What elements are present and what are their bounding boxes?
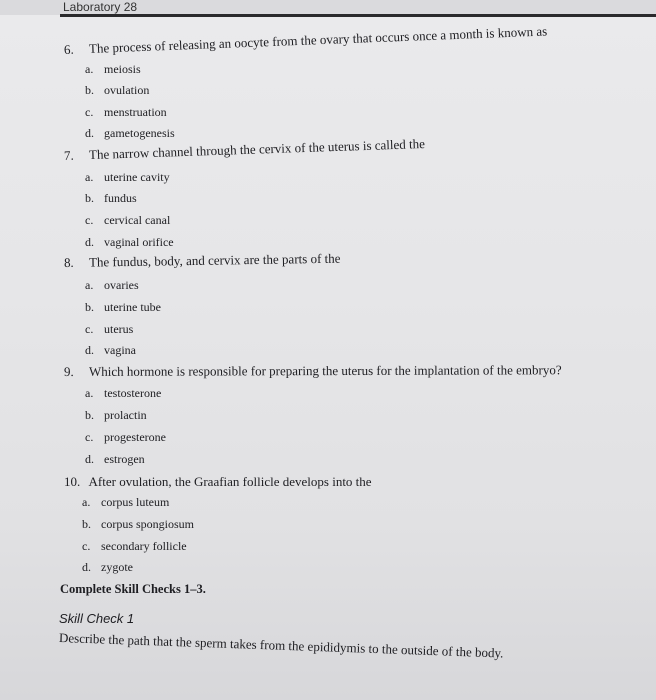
option-letter: d.: [85, 343, 94, 357]
option-6a: [85, 62, 141, 77]
option-text: ovaries: [104, 278, 139, 292]
option-7b: [85, 191, 137, 206]
skill-check-title: Skill Check 1: [59, 611, 135, 626]
option-text: gametogenesis: [104, 126, 175, 140]
option-text: menstruation: [104, 105, 167, 119]
option-text: estrogen: [104, 452, 145, 466]
option-text: progesterone: [104, 430, 166, 444]
question-text: The narrow channel through the cervix of the uterus is called the: [88, 136, 426, 163]
option-9d: [85, 452, 145, 467]
option-letter: c.: [82, 539, 91, 553]
option-text: corpus spongiosum: [101, 517, 194, 531]
option-letter: c.: [85, 322, 94, 336]
question-number: 9.: [63, 363, 74, 379]
option-7a: [85, 170, 170, 185]
option-letter: b.: [82, 517, 91, 531]
chapter-title: Laboratory 28: [63, 0, 138, 14]
option-8d: [85, 343, 136, 358]
option-9a: [85, 386, 161, 401]
option-text: uterine cavity: [104, 170, 170, 184]
question-text: The fundus, body, and cervix are the parts of the: [88, 250, 341, 270]
option-letter: a.: [85, 62, 94, 76]
question-10: [64, 474, 372, 490]
option-text: vaginal orifice: [104, 235, 174, 249]
option-text: uterus: [104, 322, 134, 336]
option-letter: c.: [85, 105, 94, 119]
option-text: meiosis: [104, 62, 141, 76]
skill-check-description: Describe the path that the sperm takes from the epididymis to the outside of the body.: [58, 630, 504, 661]
option-letter: a.: [85, 278, 94, 292]
option-letter: a.: [85, 170, 94, 184]
option-10d: [82, 560, 133, 575]
option-letter: a.: [85, 386, 94, 400]
option-letter: b.: [85, 408, 94, 422]
option-letter: c.: [85, 213, 94, 227]
question-8: [64, 251, 341, 271]
option-text: corpus luteum: [101, 495, 170, 509]
option-letter: b.: [85, 191, 94, 205]
option-text: vagina: [104, 343, 136, 357]
option-text: cervical canal: [104, 213, 171, 227]
option-10c: [82, 539, 187, 554]
option-letter: b.: [85, 83, 94, 97]
option-letter: a.: [82, 495, 91, 509]
option-letter: d.: [85, 235, 94, 249]
question-number: 6.: [63, 41, 75, 57]
option-text: testosterone: [104, 386, 162, 400]
option-letter: c.: [85, 430, 94, 444]
option-8b: [85, 300, 161, 315]
option-8c: [85, 322, 133, 337]
option-letter: d.: [82, 560, 91, 574]
option-text: ovulation: [104, 83, 150, 97]
option-text: uterine tube: [104, 300, 161, 314]
option-text: zygote: [101, 560, 133, 574]
option-10b: [82, 517, 194, 532]
option-7c: [85, 213, 170, 228]
question-number: 8.: [63, 254, 74, 270]
option-6b: [85, 83, 149, 98]
option-7d: [85, 235, 174, 250]
option-6c: [85, 105, 167, 120]
question-number: 7.: [63, 147, 74, 163]
option-text: fundus: [104, 191, 137, 205]
option-8a: [85, 278, 139, 293]
option-9c: [85, 430, 166, 445]
question-number: 10.: [64, 474, 81, 489]
question-text: Which hormone is responsible for preparing the uterus for the implantation of the embryo?: [88, 362, 562, 379]
question-6: [64, 23, 548, 58]
option-letter: d.: [85, 452, 94, 466]
question-text: After ovulation, the Graafian follicle develops into the: [88, 474, 372, 489]
option-10a: [82, 495, 169, 510]
question-9: [64, 362, 562, 380]
instruction-heading: Complete Skill Checks 1–3.: [60, 582, 206, 596]
option-text: secondary follicle: [101, 539, 187, 553]
option-letter: b.: [85, 300, 94, 314]
question-text: The process of releasing an oocyte from the ovary that occurs once a month is known as: [88, 23, 548, 57]
option-6d: [85, 126, 175, 141]
option-text: prolactin: [104, 408, 147, 422]
option-9b: [85, 408, 147, 423]
option-letter: d.: [85, 126, 94, 140]
